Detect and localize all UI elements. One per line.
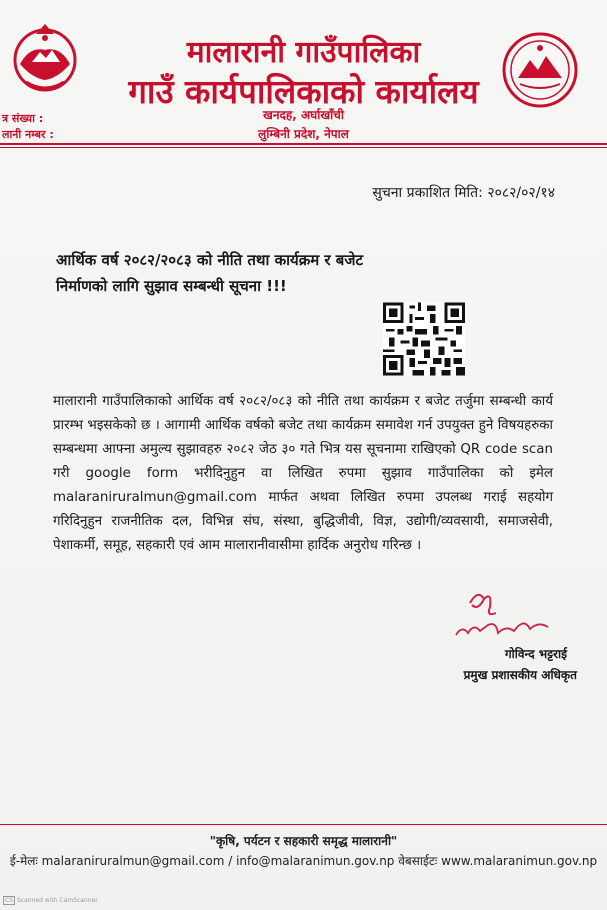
published-date: सुचना प्रकाशित मिति: २०८२/०२/१४ — [372, 185, 555, 201]
camscanner-text: Scanned with CamScanner — [17, 897, 98, 904]
footer-divider — [0, 824, 607, 825]
header-divider — [0, 143, 607, 145]
qr-code-icon[interactable] — [383, 302, 465, 376]
municipality-logo-icon — [500, 30, 580, 110]
office-name: गाउँ कार्यपालिकाको कार्यालय — [128, 72, 479, 111]
address-line-1: खनदह, अर्घाखाँची — [263, 108, 344, 122]
notice-subject — [56, 247, 486, 299]
footer-contact: ई-मेलः malaraniruralmun@gmail.com / info@malaranimun.gov.np वेबसाईटः www.malaranimun.gov.np — [9, 854, 598, 868]
address-line-2: लुम्बिनी प्रदेश, नेपाल — [258, 127, 349, 141]
scanner-watermark — [3, 896, 98, 905]
signature-icon — [448, 585, 558, 645]
signatory-name: गोविन्द भट्टराई — [504, 647, 567, 661]
dispatch-number-label: लानी नम्बर : — [2, 128, 54, 141]
header-divider-thin — [0, 147, 607, 148]
footer-slogan: "कृषि, पर्यटन र सहकारी समृद्ध मालारानी" — [209, 834, 398, 848]
camscanner-badge: CS — [5, 897, 13, 904]
municipality-name: मालारानी गाउँपालिका — [186, 35, 421, 70]
reference-number-label: त्र संख्या : — [2, 112, 44, 125]
subject-line-1: आर्थिक वर्ष २०८२/२०८३ को नीति तथा कार्यक्रम र बजेट — [56, 251, 364, 269]
subject-line-2: निर्माणको लागि सुझाव सम्बन्धी सूचना !!! — [56, 277, 287, 295]
notice-body: मालारानी गाउँपालिकाको आर्थिक वर्ष २०८२/०८३ को नीति तथा कार्यक्रम र बजेट तर्जुमा सम्बन्धी कार्य प्रारम्भ भइसकेको छ । आगामी आर्थिक वर्षको बजेट तथा कार्यक्रम समावेश गर्न उपयुक्त हुने विषयहरुका सम्बन्धमा आफ्ना अमुल्य सुझावहरु २०८२ जेठ ३० गते भित्र यस सूचनामा राखिएको QR code scan गरी google form भरीदिनुहुन वा लिखित रुपमा सुझाव गाउँपालिका को इमेल malaraniruralmun@gmail.com मार्फत अथवा लिखित रुपमा उपलब्ध गराई सहयोग गरिदिनुहुन राजनीतिक दल, विभिन्न संघ, संस्था, बुद्धिजीवी, विज्ञ, उद्योगी/व्यवसायी, समाजसेवी, पेशाकर्मी, समूह, सहकारी एवं आम मालारानीवासीमा हार्दिक अनुरोध गरिन्छ । — [53, 394, 553, 553]
signatory-designation: प्रमुख प्रशासकीय अधिकृत — [463, 668, 577, 682]
